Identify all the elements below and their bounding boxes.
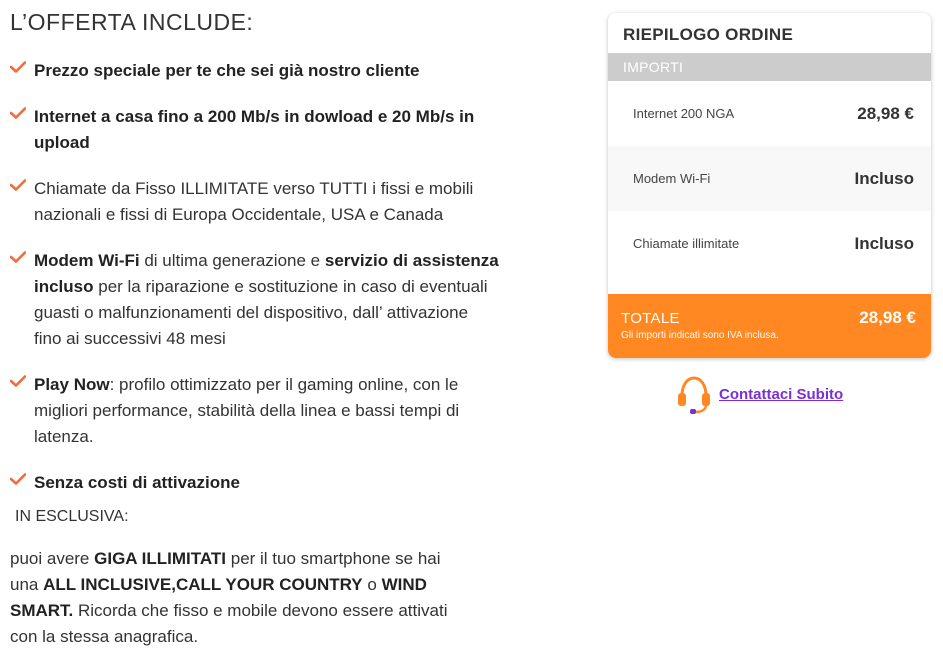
feature-text: Chiamate da Fisso ILLIMITATE verso TUTTI i fissi e mobili nazionali e fissi di Europa Occidentale, USA e Canada: [34, 179, 474, 224]
promo-bold: GIGA ILLIMITATI: [94, 549, 227, 568]
row-value: Incluso: [854, 233, 914, 253]
feature-text: Senza costi di attivazione: [34, 473, 240, 492]
promo-part: Ricorda che fisso e mobile devono essere attivati con la stessa anagrafica.: [10, 601, 448, 646]
amounts-header: IMPORTI: [608, 53, 931, 81]
promo-part: o: [362, 575, 382, 594]
feature-item: [10, 470, 500, 496]
vat-note: Gli importi indicati sono IVA inclusa.: [621, 330, 779, 341]
row-value: 28,98 €: [857, 103, 914, 123]
feature-bold: Modem Wi-Fi: [34, 251, 140, 270]
feature-item: [10, 248, 500, 352]
promo-text: [10, 546, 470, 650]
total-bar: [608, 294, 931, 358]
promo-bold: WIND SMART.: [10, 575, 427, 620]
summary-title: RIEPILOGO ORDINE: [623, 25, 794, 44]
feature-text: : profilo ottimizzato per il gaming online, con le migliori performance, stabilità della linea e bassi tempi di latenza.: [34, 375, 460, 446]
row-label: Chiamate illimitate: [633, 236, 740, 251]
offer-section: [10, 0, 500, 650]
feature-text: di ultima generazione e: [139, 251, 325, 270]
exclusive-label: IN ESCLUSIVA:: [15, 508, 129, 525]
feature-text: Internet a casa fino a 200 Mb/s in dowload e 20 Mb/s in upload: [34, 107, 475, 152]
check-icon: [10, 375, 26, 387]
check-icon: [10, 179, 26, 191]
check-icon: [10, 251, 26, 263]
feature-list: [10, 58, 500, 496]
feature-item: [10, 58, 500, 84]
check-icon: [10, 107, 26, 119]
total-value: 28,98 €: [859, 308, 916, 327]
promo-bold: ALL INCLUSIVE,CALL YOUR COUNTRY: [43, 575, 363, 594]
order-summary: [608, 13, 931, 358]
headset-icon: [676, 374, 712, 414]
feature-text: per la riparazione e sostituzione in caso di eventuali guasti o malfunzionamenti del dispositivo, dall’ attivazione fino ai successivi 48 mesi: [34, 277, 488, 348]
promo-part: per il tuo smartphone se hai una: [10, 549, 441, 594]
row-value: Incluso: [854, 168, 914, 188]
feature-item: [10, 372, 500, 450]
contact-label: Contattaci Subito: [719, 385, 844, 403]
feature-item: [10, 104, 500, 156]
contact-button[interactable]: [676, 374, 843, 414]
row-label: Internet 200 NGA: [633, 106, 735, 121]
summary-row-modem: [608, 146, 931, 211]
summary-row-internet: [608, 81, 931, 146]
feature-bold: Play Now: [34, 375, 110, 394]
feature-bold: servizio di assistenza incluso: [34, 251, 499, 296]
promo-part: puoi avere: [10, 549, 95, 568]
check-icon: [10, 61, 26, 73]
offer-title: L’OFFERTA INCLUDE:: [10, 9, 254, 35]
check-icon: [10, 473, 26, 485]
feature-text: Prezzo speciale per te che sei già nostro cliente: [34, 61, 420, 80]
total-label: TOTALE: [621, 310, 680, 327]
feature-item: [10, 176, 500, 228]
row-label: Modem Wi-Fi: [633, 171, 711, 186]
summary-row-calls: [608, 211, 931, 276]
